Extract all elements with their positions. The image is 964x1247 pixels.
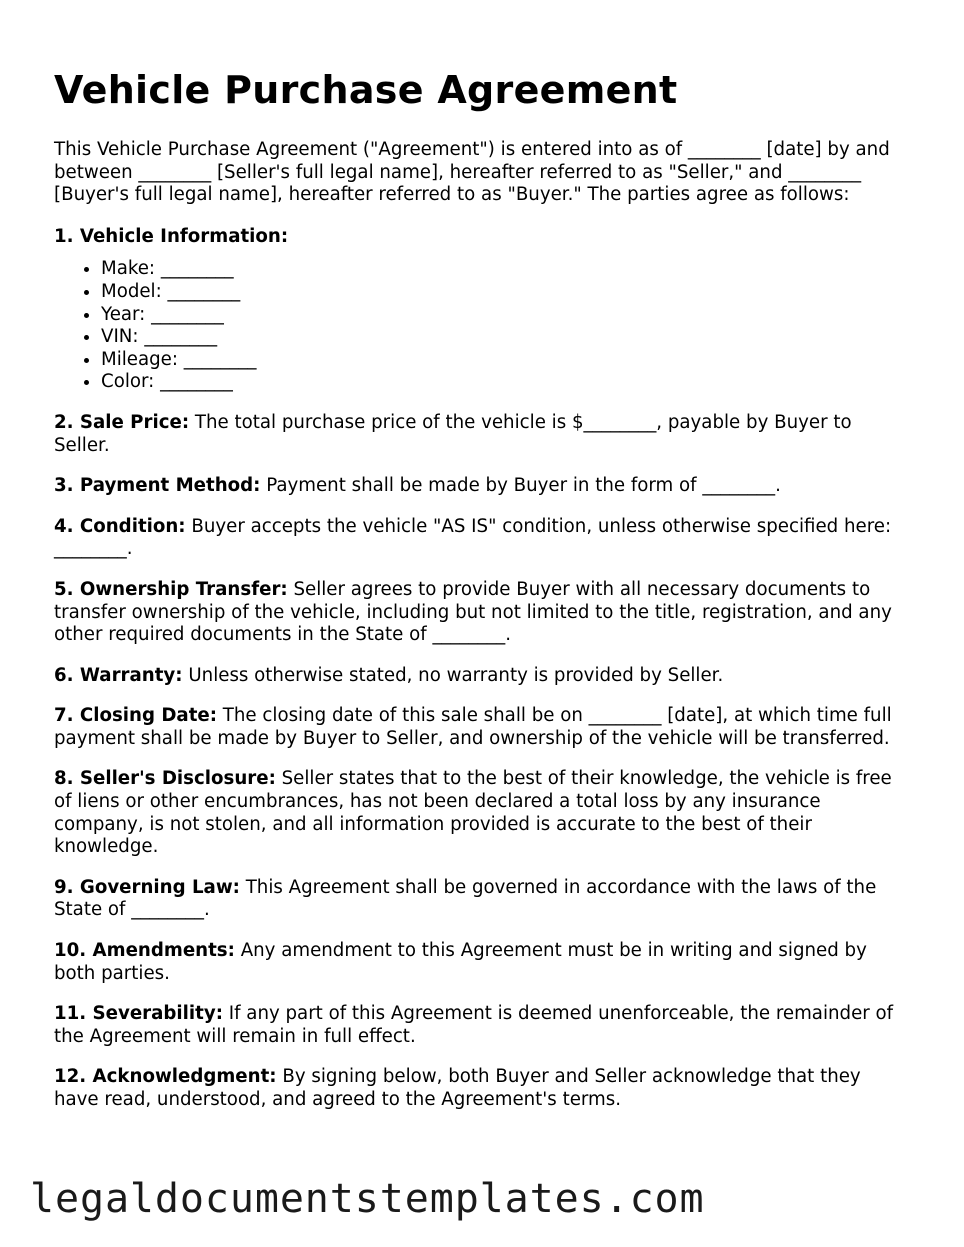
section-text: Buyer accepts the vehicle "AS IS" condition, unless otherwise specified here: ________. bbox=[54, 515, 892, 560]
section-condition bbox=[54, 516, 910, 561]
section-heading: 4. Condition: bbox=[54, 515, 186, 537]
section-closing-date bbox=[54, 705, 910, 750]
section-text: Seller agrees to provide Buyer with all necessary documents to transfer ownership of the vehicle, including but not limited to the title, registration, and any other required documents in the State of ________. bbox=[54, 578, 892, 646]
section-text: By signing below, both Buyer and Seller acknowledge that they have read, understood, and agreed to the Agreement's terms. bbox=[54, 1066, 861, 1110]
section-ownership-transfer bbox=[54, 579, 910, 647]
document-title: Vehicle Purchase Agreement bbox=[54, 68, 678, 112]
section-heading: 8. Seller's Disclosure: bbox=[54, 768, 276, 790]
section-text: Payment shall be made by Buyer in the form of ________. bbox=[260, 475, 781, 497]
section-heading: 2. Sale Price: bbox=[54, 411, 190, 433]
section-1-heading bbox=[54, 226, 910, 249]
list-item: • Mileage: ________ bbox=[101, 349, 910, 372]
section-sale-price bbox=[54, 412, 910, 457]
list-item: • Year: ________ bbox=[101, 304, 910, 327]
section-sellers-disclosure bbox=[54, 768, 910, 858]
intro-paragraph: This Vehicle Purchase Agreement ("Agreement") is entered into as of ________ [date] by and between ________ [Seller's full legal name], hereafter referred to as "Seller," and ________ [Buyer's full legal name], hereafter referred to as "Buyer." The parties agree as follows: bbox=[54, 139, 890, 206]
section-acknowledgment bbox=[54, 1066, 910, 1111]
vehicle-information-list bbox=[54, 258, 910, 394]
section-heading: 6. Warranty: bbox=[54, 664, 183, 686]
section-text: Unless otherwise stated, no warranty is provided by Seller. bbox=[182, 664, 724, 686]
section-text: If any part of this Agreement is deemed unenforceable, the remainder of the Agreement will remain in full effect. bbox=[54, 1003, 894, 1047]
list-item: • Model: ________ bbox=[101, 281, 910, 304]
section-text: The total purchase price of the vehicle is $________, payable by Buyer to Seller. bbox=[54, 411, 852, 456]
list-item: • Make: ________ bbox=[101, 258, 910, 281]
section-text: This Agreement shall be governed in accordance with the laws of the State of ________. bbox=[54, 876, 877, 921]
list-item: • VIN: ________ bbox=[101, 326, 910, 349]
document-page bbox=[54, 66, 910, 1130]
section-text: Any amendment to this Agreement must be in writing and signed by both parties. bbox=[54, 940, 867, 984]
section-warranty bbox=[54, 665, 910, 688]
list-item: • Color: ________ bbox=[101, 371, 910, 394]
section-heading: 5. Ownership Transfer: bbox=[54, 578, 288, 600]
watermark-site-name: legaldocumentstemplates.com bbox=[30, 1176, 705, 1222]
section-payment-method bbox=[54, 475, 910, 498]
section-heading: 12. Acknowledgment: bbox=[54, 1066, 277, 1088]
section-heading: 10. Amendments: bbox=[54, 940, 235, 962]
section-heading: 9. Governing Law: bbox=[54, 876, 240, 898]
section-heading: 3. Payment Method: bbox=[54, 475, 261, 497]
section-severability bbox=[54, 1003, 910, 1048]
vehicle-information-heading: 1. Vehicle Information: bbox=[54, 225, 289, 247]
section-amendments bbox=[54, 940, 910, 985]
section-governing-law bbox=[54, 877, 910, 922]
section-text: Seller states that to the best of their knowledge, the vehicle is free of liens or other encumbrances, has not been declared a total loss by any insurance company, is not stolen, and all information provided is accurate to the best of their knowledge. bbox=[54, 768, 892, 858]
section-text: The closing date of this sale shall be on ________ [date], at which time full payment shall be made by Buyer to Seller, and ownership of the vehicle will be transferred. bbox=[54, 705, 892, 749]
section-heading: 7. Closing Date: bbox=[54, 705, 218, 727]
section-heading: 11. Severability: bbox=[54, 1003, 223, 1025]
